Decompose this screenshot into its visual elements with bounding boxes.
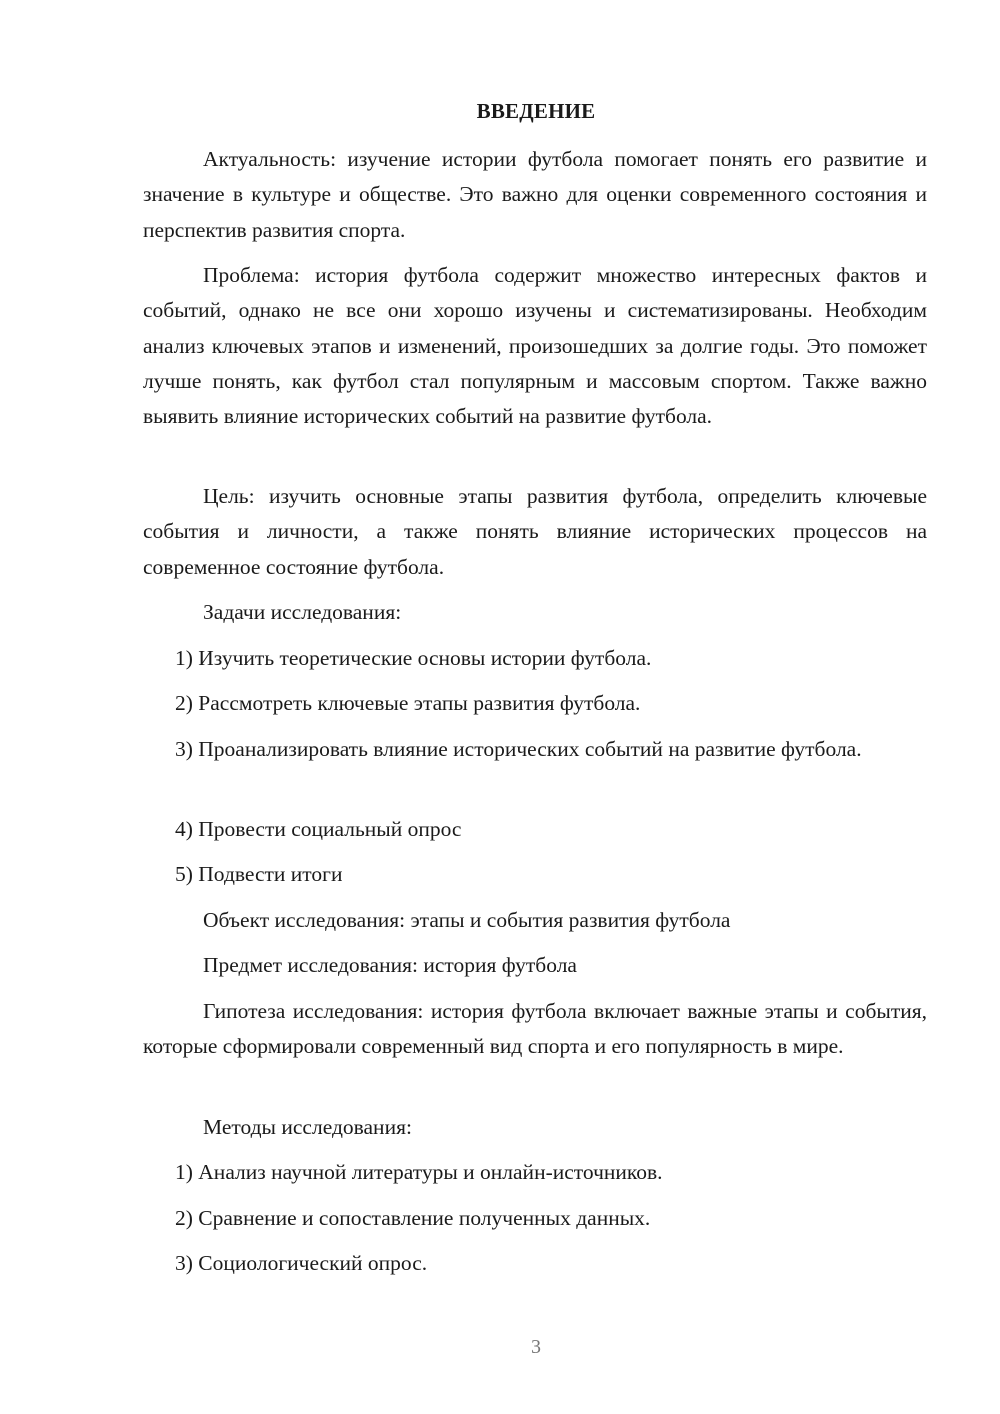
task-item-1: 1) Изучить теоретические основы истории футбола. — [175, 646, 652, 670]
problem-paragraph: Проблема: история футбола содержит множество интересных фактов и событий, однако не все они хорошо изучены и систематизированы. Необходим анализ ключевых этапов и изменений, произошедших за долгие годы. Это поможет лучше понять, как футбол стал популярным и массовым спортом. Также важно выявить влияние исторических событий на развитие футбола. — [143, 263, 927, 429]
tasks-heading: Задачи исследования: — [203, 600, 402, 624]
relevance-paragraph: Актуальность: изучение истории футбола помогает понять его развитие и значение в культуре и обществе. Это важно для оценки современного состояния и перспектив развития спорта. — [143, 147, 927, 242]
method-item-2: 2) Сравнение и сопоставление полученных данных. — [175, 1206, 651, 1230]
task-item-5: 5) Подвести итоги — [175, 862, 343, 886]
hypothesis-paragraph: Гипотеза исследования: история футбола включает важные этапы и события, которые сформировали современный вид спорта и его популярность в мире. — [143, 999, 927, 1059]
task-item-3: 3) Проанализировать влияние исторических событий на развитие футбола. — [175, 737, 862, 761]
methods-heading: Методы исследования: — [203, 1115, 412, 1139]
method-item-3: 3) Социологический опрос. — [175, 1251, 428, 1275]
method-item-1: 1) Анализ научной литературы и онлайн-источников. — [175, 1160, 663, 1184]
page-number: 3 — [531, 1336, 541, 1358]
research-object: Объект исследования: этапы и события развития футбола — [203, 908, 731, 932]
task-item-4: 4) Провести социальный опрос — [175, 817, 462, 841]
research-subject: Предмет исследования: история футбола — [203, 953, 577, 977]
goal-paragraph: Цель: изучить основные этапы развития футбола, определить ключевые события и личности, а также понять влияние исторических процессов на современное состояние футбола. — [143, 484, 927, 579]
task-item-2: 2) Рассмотреть ключевые этапы развития футбола. — [175, 691, 641, 715]
section-title: ВВЕДЕНИЕ — [476, 99, 596, 123]
